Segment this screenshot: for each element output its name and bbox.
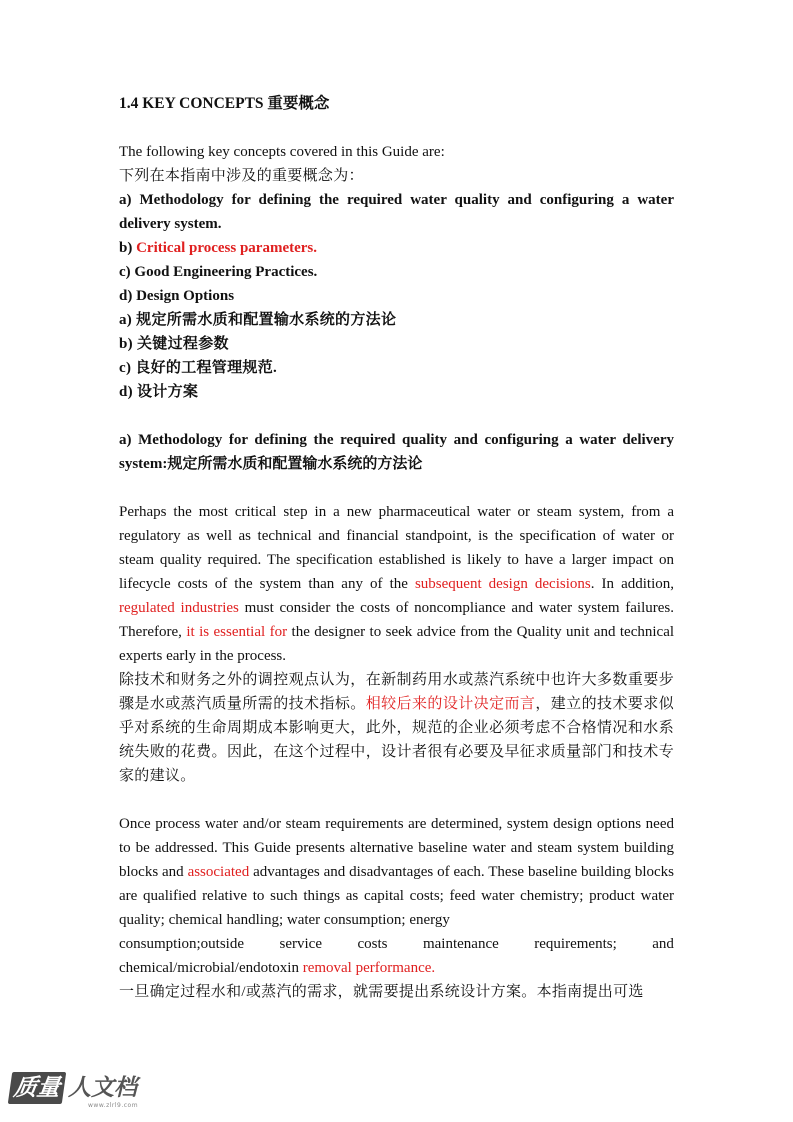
intro-chinese: 下列在本指南中涉及的重要概念为： (119, 168, 364, 184)
watermark-brand-text: 人文档 (68, 1075, 137, 1101)
para1-en-highlight-3: it is essential for (186, 624, 288, 640)
list-item-en-d: d) Design Options (119, 288, 235, 304)
para1-en-highlight-2: regulated industries (119, 600, 239, 616)
list-item-en-c: c) Good Engineering Practices. (119, 264, 318, 280)
para2-en-text-2: advantages and disadvantages of each. These baseline building blocks are qualified relative to such things as capital costs; feed water chemistry; product water quality; chemical handling; water consumption; energy (119, 864, 674, 928)
paragraph-2-english-end (119, 956, 674, 980)
paragraph-1-english (119, 500, 674, 668)
para2-en-text-3: chemical/microbial/endotoxin (119, 960, 303, 976)
watermark-url: www.zlrl9.com (88, 1102, 139, 1109)
list-item-cn-b: b) 关键过程参数 (119, 336, 229, 352)
document-page (119, 92, 674, 1004)
para1-en-text-2: . In addition, (590, 576, 674, 592)
para1-cn-text-2: ，建立的技术要求似乎对系统的生命周期成本影响更大，此外，规范的企业必须考虑不合格情况和水系统失败的花费。因此，在这个过程中，设计者很有必要及早征求质量部门和技术专家的建议。 (119, 696, 674, 784)
stretched-word: service (279, 936, 322, 952)
para1-cn-highlight-1: 相较后来的设计决定而言 (365, 696, 536, 712)
list-item-cn-d: d) 设计方案 (119, 384, 199, 400)
para2-en-text-1: Once process water and/or steam requirements are determined, system design options need to be addressed. This Guide presents alternative baseline water and steam system building blocks and (119, 816, 674, 880)
paragraph-1-chinese (119, 668, 674, 788)
stretched-word: costs (357, 936, 388, 952)
spacer (119, 788, 674, 812)
list-item-en-b-prefix: b) (119, 240, 137, 256)
intro-english: The following key concepts covered in this Guide are: (119, 144, 445, 160)
subsection-heading-a: a) Methodology for defining the required quality and configuring a water delivery system:规定所需水质和配置输水系统的方法论 (119, 432, 674, 472)
paragraph-2-chinese: 一旦确定过程水和/或蒸汽的需求，就需要提出系统设计方案。本指南提出可选 (119, 984, 644, 1000)
watermark-logo (10, 1072, 137, 1112)
section-heading: 1.4 KEY CONCEPTS 重要概念 (119, 95, 330, 112)
para1-en-text-1: Perhaps the most critical step in a new pharmaceutical water or steam system, from a regulatory as well as technical and financial standpoint, is the specification of water or steam quality required. The specification established is likely to have a larger impact on lifecycle costs of the system than any of the (119, 504, 674, 592)
stretched-word: requirements; (534, 936, 617, 952)
stretched-word: consumption;outside (119, 936, 244, 952)
stretched-word: and (652, 936, 674, 952)
para2-en-highlight-1: associated (187, 864, 250, 880)
paragraph-2-stretched-line (119, 932, 674, 956)
para1-en-text-4: the designer to seek advice from the Quality unit and technical experts early in the process. (119, 624, 675, 664)
spacer (119, 476, 674, 500)
list-item-en-b (119, 236, 674, 260)
list-item-cn-a: a) 规定所需水质和配置输水系统的方法论 (119, 312, 397, 328)
watermark-brand-box: 质量 (8, 1072, 66, 1104)
list-item-cn-c: c) 良好的工程管理规范. (119, 360, 278, 376)
paragraph-2-english (119, 812, 674, 932)
para2-en-highlight-2: removal performance. (302, 960, 436, 976)
list-item-en-a: a) Methodology for defining the required water quality and configuring a water delivery system. (119, 192, 674, 232)
para1-en-text-3: must consider the costs of noncompliance and water system failures. Therefore, (119, 600, 674, 640)
spacer (119, 404, 674, 428)
para1-en-highlight-1: subsequent design decisions (414, 576, 591, 592)
list-item-en-b-highlight: Critical process parameters. (136, 240, 318, 256)
stretched-word: maintenance (422, 936, 499, 952)
para1-cn-text-1: 除技术和财务之外的调控观点认为，在新制药用水或蒸汽系统中也许大多数重要步骤是水或蒸汽质量所需的技术指标。 (119, 672, 674, 712)
